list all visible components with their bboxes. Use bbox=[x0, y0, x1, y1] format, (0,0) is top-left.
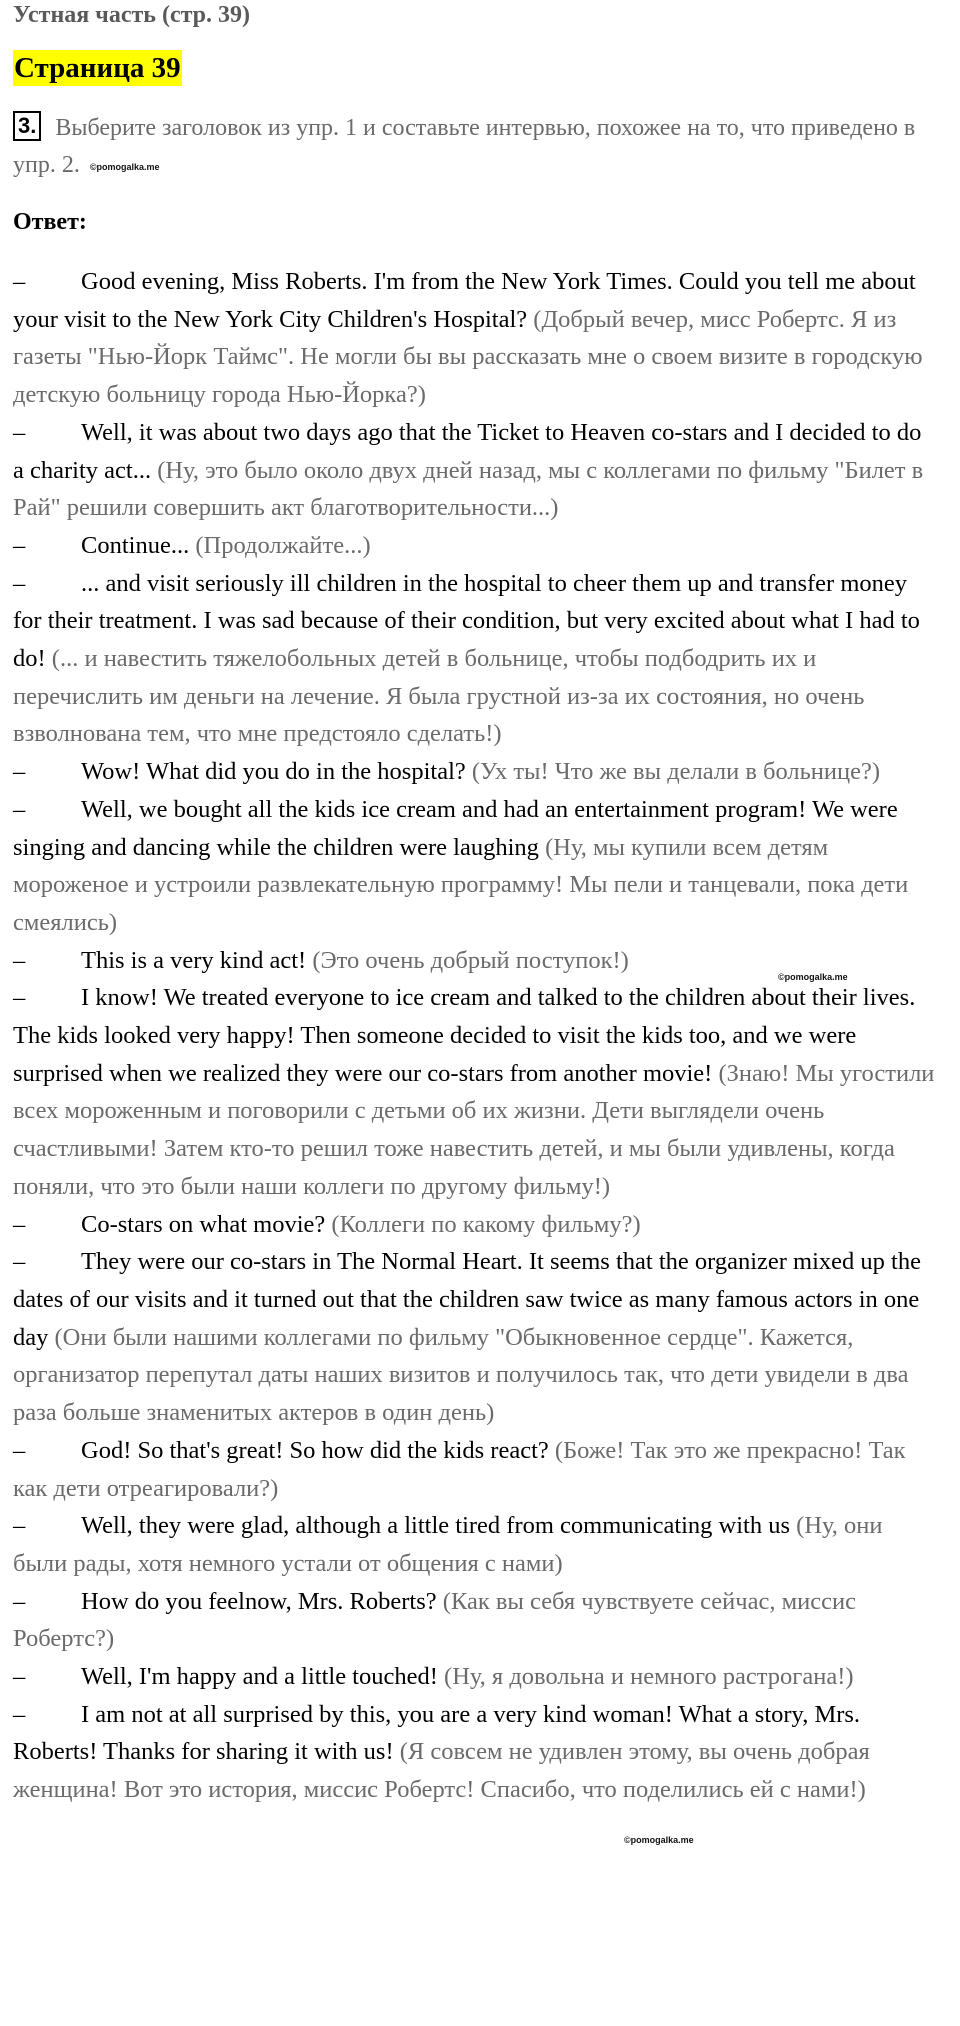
dialog-english: Well, we bought all the kids ice cream and had an entertainment program! We were singing and dancing while the children were laughing bbox=[13, 795, 898, 861]
dialog-russian: (Ну, я довольна и немного растрогана!) bbox=[444, 1663, 854, 1691]
dialog-line bbox=[13, 1696, 935, 1809]
dialog-russian: (Ну, это было около двух дней назад, мы с коллегами по фильму "Билет в Рай" решили совершить акт благотворительности...) bbox=[13, 456, 924, 522]
dialog-dash: – bbox=[13, 1210, 26, 1238]
dialog-line bbox=[13, 1658, 935, 1696]
dialog-line bbox=[13, 1583, 935, 1658]
dialog-english: Good evening, Miss Roberts. I'm from the New York Times. Could you tell me about your visit to the New York City Children's Hospital? bbox=[13, 268, 916, 333]
dialog-line bbox=[13, 1507, 935, 1582]
dialog-dash: – bbox=[13, 1587, 26, 1615]
dialog-dash: – bbox=[13, 1512, 26, 1540]
dialog-english: I know! We treated everyone to ice cream and talked to the children about their lives. The kids looked very happy! Then someone decided to visit the kids too, and we were surprised when we realized they were our co-stars from another movie! bbox=[13, 984, 916, 1087]
dialog-dash: – bbox=[13, 418, 26, 446]
page-heading: Страница 39 bbox=[14, 52, 181, 84]
dialog-dash: – bbox=[13, 1700, 26, 1728]
dialog-english: I am not at all surprised by this, you are a very kind woman! What a story, Mrs. Roberts! Thanks for sharing it with us! bbox=[13, 1700, 861, 1766]
dialog-dash: – bbox=[13, 1663, 26, 1691]
dialog-line bbox=[13, 565, 935, 754]
dialog-russian: (Знаю! Мы угостили всех мороженным и поговорили с детьми об их жизни. Дети выглядели очень счастливыми! Затем кто-то решил тоже навестить детей, и мы были удивлены, когда поняли, что это были наши коллеги по другому фильму!) bbox=[13, 1059, 935, 1200]
dialog-dash: – bbox=[13, 531, 26, 559]
dialog-dash: – bbox=[13, 758, 26, 786]
section-title: Устная часть (стр. 39) bbox=[13, 2, 251, 28]
dialog-line bbox=[13, 979, 935, 1205]
watermark: ©pomogalka.me bbox=[778, 972, 848, 982]
dialog-english: This is a very kind act! bbox=[81, 946, 307, 974]
dialog-dash: – bbox=[13, 569, 26, 597]
dialog-english: God! So that's great! So how did the kids react? bbox=[81, 1436, 549, 1464]
dialog-russian: (Коллеги по какому фильму?) bbox=[331, 1210, 641, 1238]
dialog-english: How do you feelnow, Mrs. Roberts? bbox=[81, 1587, 437, 1615]
dialog-line bbox=[13, 753, 935, 791]
dialog-english: ... and visit seriously ill children in the hospital to cheer them up and transfer money for their treatment. I was sad because of their condition, but very excited about what I had to do! bbox=[13, 569, 920, 673]
dialog-line bbox=[13, 527, 935, 565]
dialog-russian: (Боже! Так это же прекрасно! Так как дети отреагировали?) bbox=[13, 1436, 906, 1502]
dialog-russian: (Добрый вечер, мисс Робертс. Я из газеты "Нью-Йорк Таймс". Не могли бы вы рассказать мне о своем визите в городскую детскую больницу города Нью-Йорка?) bbox=[13, 305, 923, 409]
dialog-russian: (Ну, мы купили всем детям мороженое и устроили развлекательную программу! Мы пели и танцевали, пока дети смеялись) bbox=[13, 833, 909, 936]
dialog-english: Co-stars on what movie? bbox=[81, 1210, 326, 1238]
answer-label: Ответ: bbox=[13, 209, 87, 235]
dialog-english: Well, it was about two days ago that the Ticket to Heaven co-stars and I decided to do a charity act... bbox=[13, 418, 922, 484]
task-number: 3. bbox=[13, 111, 41, 141]
watermark: ©pomogalka.me bbox=[624, 1835, 694, 1845]
dialog-russian: (Ну, они были рады, хотя немного устали от общения с нами) bbox=[13, 1512, 883, 1577]
dialog-russian: (Продолжайте...) bbox=[195, 531, 371, 559]
dialog-russian: (Как вы себя чувствуете сейчас, миссис Робертс?) bbox=[13, 1587, 856, 1653]
dialog-russian: (Они были нашими коллегами по фильму "Обыкновенное сердце". Кажется, организатор перепутал даты наших визитов и получилось так, что дети увидели в два раза больше знаменитых актеров в один день) bbox=[13, 1323, 909, 1427]
dialog-line bbox=[13, 1206, 935, 1244]
dialog-line bbox=[13, 1243, 935, 1432]
dialog-russian: (Я совсем не удивлен этому, вы очень добрая женщина! Вот это история, миссис Робертс! Спасибо, что поделились ей с нами!) bbox=[13, 1738, 870, 1804]
dialog-dash: – bbox=[13, 795, 26, 823]
task-text: Выберите заголовок из упр. 1 и составьте интервью, похожее на то, что приведено в упр. 2. bbox=[13, 115, 916, 178]
dialog-dash: – bbox=[13, 946, 26, 974]
dialog-russian: (Это очень добрый поступок!) bbox=[312, 946, 629, 974]
dialog-dash: – bbox=[13, 1248, 26, 1276]
dialog-dash: – bbox=[13, 1436, 26, 1464]
dialog-english: Well, I'm happy and a little touched! bbox=[81, 1663, 438, 1691]
dialog-dash: – bbox=[13, 268, 26, 295]
dialog-line bbox=[13, 791, 935, 942]
dialog-english: Well, they were glad, although a little tired from communicating with us bbox=[81, 1512, 791, 1540]
dialog-line bbox=[13, 1432, 935, 1507]
dialog-russian: (Ух ты! Что же вы делали в больнице?) bbox=[471, 758, 881, 786]
task-block bbox=[13, 110, 943, 186]
dialog-english: They were our co-stars in The Normal Heart. It seems that the organizer mixed up the dates of our visits and it turned out that the children saw twice as many famous actors in one day bbox=[13, 1248, 921, 1351]
watermark: ©pomogalka.me bbox=[89, 162, 160, 172]
dialog-line bbox=[13, 414, 935, 527]
dialog-english: Wow! What did you do in the hospital? bbox=[81, 758, 466, 786]
dialog bbox=[13, 263, 935, 1809]
dialog-line bbox=[13, 263, 935, 414]
dialog-english: Continue... bbox=[81, 531, 190, 559]
dialog-dash: – bbox=[13, 984, 26, 1012]
dialog-russian: (... и навестить тяжелобольных детей в больнице, чтобы подбодрить их и перечислить им деньги на лечение. Я была грустной из-за их состояния, но очень взволнована тем, что мне предстояло сделать!) bbox=[13, 645, 865, 748]
